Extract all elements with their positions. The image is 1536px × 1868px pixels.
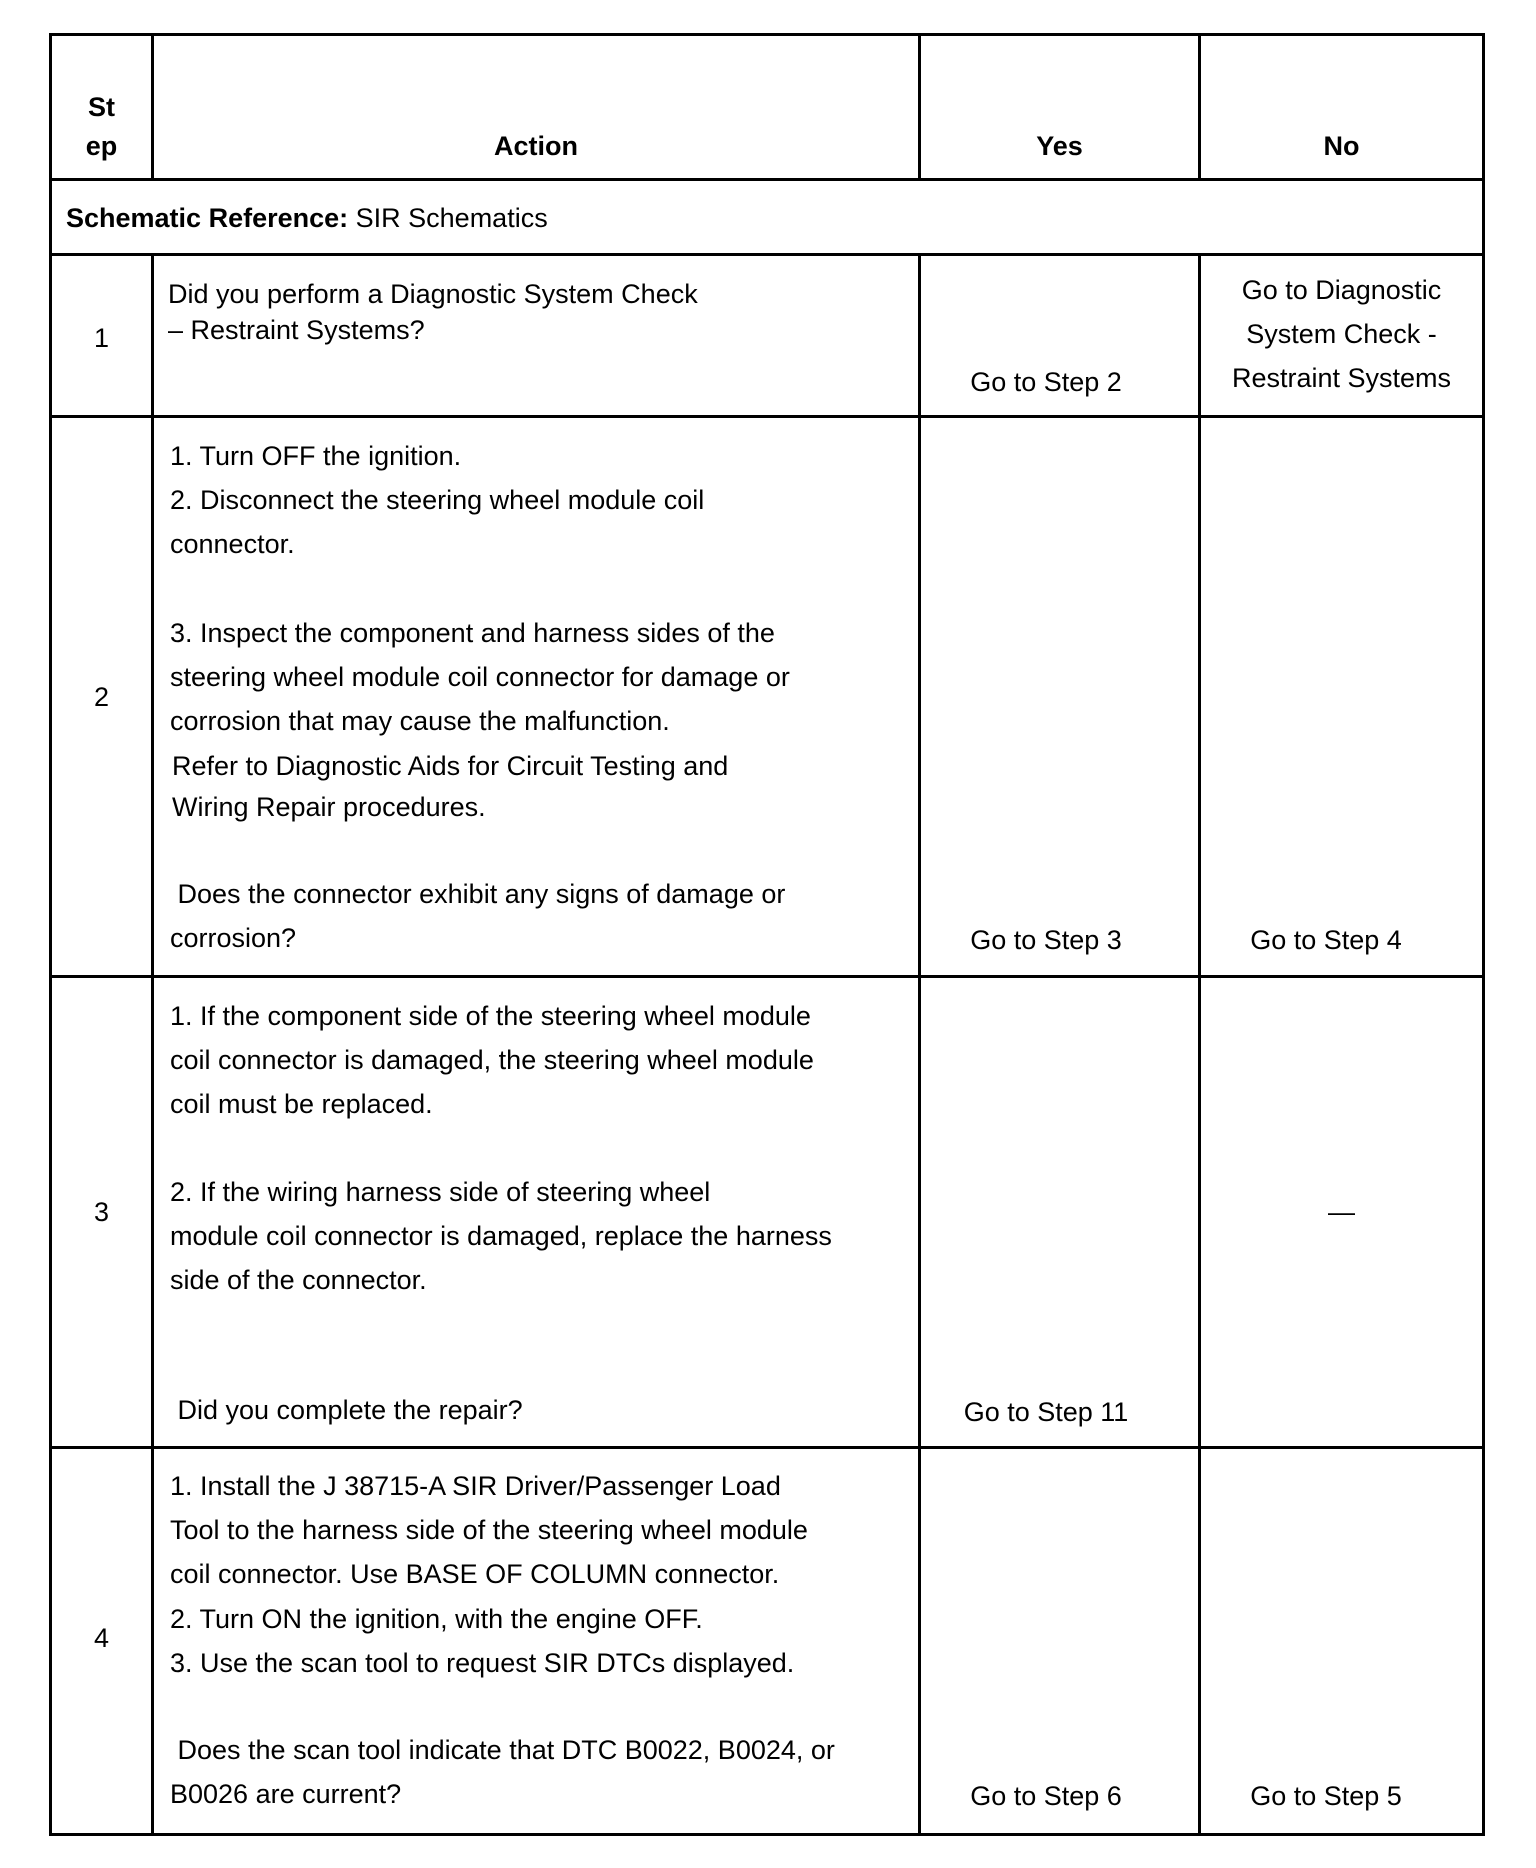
column-divider xyxy=(151,253,154,1836)
action-line: side of the connector. xyxy=(170,1265,427,1295)
action-line: 2. Disconnect the steering wheel module coil xyxy=(170,485,705,515)
schematic-reference xyxy=(66,196,548,240)
yes-result[interactable]: Go to Step 11 xyxy=(963,1397,1129,1427)
yes-result[interactable]: Go to Step 3 xyxy=(970,925,1122,955)
action-line: B0026 are current? xyxy=(170,1779,402,1809)
action-line: – Restraint Systems? xyxy=(168,315,425,345)
no-line: Go to Diagnostic xyxy=(1241,275,1442,305)
action-line: 3. Inspect the component and harness sides of the xyxy=(170,618,775,648)
no-result[interactable]: Go to Step 5 xyxy=(1250,1781,1402,1811)
row-divider xyxy=(49,253,1485,256)
action-line: steering wheel module coil connector for damage or xyxy=(170,662,790,692)
header-action: Action xyxy=(494,131,578,161)
action-line: Tool to the harness side of the steering wheel module xyxy=(170,1515,808,1545)
row-divider xyxy=(49,415,1485,418)
action-line: corrosion that may cause the malfunction. xyxy=(170,706,670,736)
action-line: 1. If the component side of the steering wheel module xyxy=(170,1001,811,1031)
action-line: Refer to Diagnostic Aids for Circuit Testing and xyxy=(172,751,729,781)
action-line: 3. Use the scan tool to request SIR DTCs displayed. xyxy=(170,1648,795,1678)
no-result: — xyxy=(1328,1197,1355,1227)
step-number: 3 xyxy=(93,1197,110,1227)
header-step: St ep xyxy=(85,92,118,161)
action-line: coil connector. Use BASE OF COLUMN connector. xyxy=(170,1559,780,1589)
column-divider xyxy=(1198,253,1201,1836)
action-line: 1. Turn OFF the ignition. xyxy=(170,441,462,471)
schematic-link[interactable]: SIR Schematics xyxy=(348,203,548,233)
row-divider xyxy=(49,178,1485,181)
header-no: No xyxy=(1323,131,1360,161)
row-divider xyxy=(49,1446,1485,1449)
action-line: Did you perform a Diagnostic System Check xyxy=(168,279,698,309)
action-line: corrosion? xyxy=(170,923,297,953)
schematic-label: Schematic Reference: xyxy=(66,203,349,233)
action-line: Did you complete the repair? xyxy=(170,1395,523,1425)
step-number: 2 xyxy=(93,682,110,712)
action-line: connector. xyxy=(170,529,295,559)
yes-result[interactable]: Go to Step 2 xyxy=(970,367,1122,397)
action-line: 2. If the wiring harness side of steering wheel xyxy=(170,1177,711,1207)
no-result[interactable] xyxy=(1201,268,1482,400)
action-line: Does the scan tool indicate that DTC B0022, B0024, or xyxy=(170,1735,835,1765)
action-line: 2. Turn ON the ignition, with the engine OFF. xyxy=(170,1604,703,1634)
action-line: coil must be replaced. xyxy=(170,1089,433,1119)
action-line: module coil connector is damaged, replace the harness xyxy=(170,1221,832,1251)
step-number: 4 xyxy=(93,1623,110,1653)
action-line: Wiring Repair procedures. xyxy=(172,792,486,822)
header-yes: Yes xyxy=(1036,131,1083,161)
no-line: Restraint Systems xyxy=(1231,363,1452,393)
no-line: System Check - xyxy=(1246,319,1437,349)
action-line: Does the connector exhibit any signs of damage or xyxy=(170,879,786,909)
no-result[interactable]: Go to Step 4 xyxy=(1250,925,1402,955)
yes-result[interactable]: Go to Step 6 xyxy=(970,1781,1122,1811)
action-line: 1. Install the J 38715-A SIR Driver/Passenger Load xyxy=(170,1471,781,1501)
step-number: 1 xyxy=(93,323,110,353)
column-divider xyxy=(918,253,921,1836)
action-line: coil connector is damaged, the steering wheel module xyxy=(170,1045,814,1075)
row-divider xyxy=(49,975,1485,978)
